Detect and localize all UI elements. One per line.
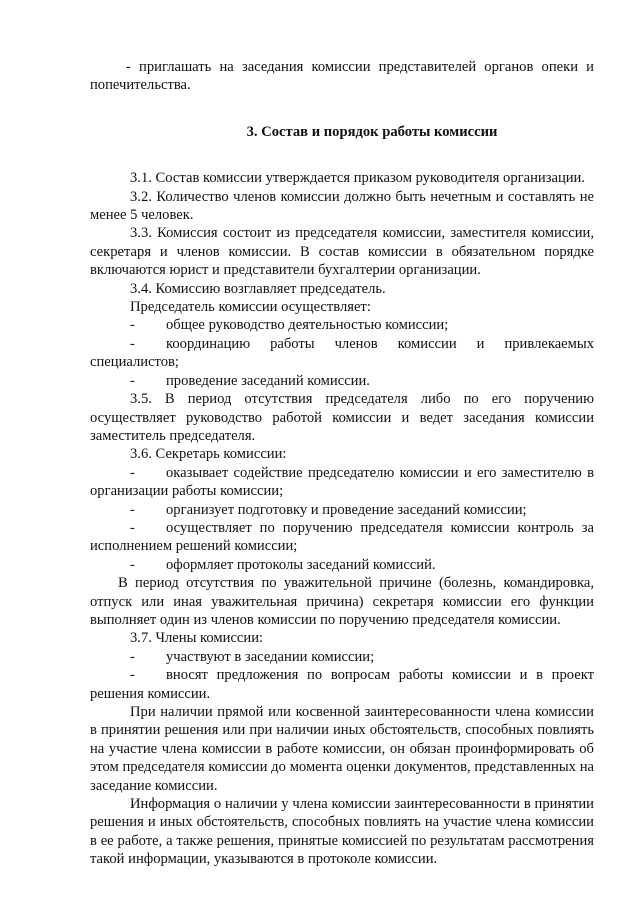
paragraph-3-3: 3.3. Комиссия состоит из председателя комиссии, заместителя комиссии, секретаря и членов комиссии. В состав комиссии в обязательном порядке включаются юрист и представители бухгалтерии организации.: [90, 225, 594, 279]
bullet-mark: -: [130, 667, 135, 684]
list-item-text: организует подготовку и проведение заседаний комиссии;: [166, 501, 527, 518]
paragraph-secretary-absence: В период отсутствия по уважительной причине (болезнь, командировка, отпуск или иная уважительная причина) секретаря комиссии его функции выполняет один из членов комиссии по поручению председателя комиссии.: [90, 575, 594, 628]
list-item-text: координацию работы членов комиссии и привлекаемых специалистов;: [90, 335, 594, 371]
bullet-mark: -: [130, 501, 135, 518]
paragraph-interest-information: Информация о наличии у члена комиссии заинтересованности в принятии решения и иных обстоятельств, способных повлиять на участие члена комиссии в ее работе, а также решения, принятые комиссией по результатам рассмотрения такой информации, указываются в протоколе комиссии.: [90, 796, 594, 868]
paragraph-3-2: 3.2. Количество членов комиссии должно быть нечетным и составлять не менее 5 человек.: [90, 188, 594, 224]
list-item-text: общее руководство деятельностью комиссии;: [166, 317, 449, 334]
paragraph-conflict-of-interest: При наличии прямой или косвенной заинтересованности члена комиссии в принятии решения или при наличии иных обстоятельств, способных повлиять на участие члена комиссии в работе комиссии, он обязан проинформировать об этом председателя комиссии до момента оценки документов, представленных на заседание комиссии.: [90, 704, 594, 794]
list-item-text: вносят предложения по вопросам работы комиссии и в проект решения комиссии.: [90, 667, 594, 702]
bullet-mark: -: [130, 464, 135, 481]
list-item: [90, 464, 594, 501]
list-item: [90, 648, 594, 666]
paragraph-3-6: 3.6. Секретарь комиссии:: [130, 446, 287, 463]
paragraph-3-7: 3.7. Члены комиссии:: [130, 630, 264, 647]
list-item-text: осуществляет по поручению председателя комиссии контроль за исполнением решений комиссии;: [90, 519, 594, 555]
list-item: [90, 556, 594, 574]
list-item: [90, 372, 594, 390]
paragraph-3-4: 3.4. Комиссию возглавляет председатель.: [130, 280, 386, 297]
paragraph-3-1: 3.1. Состав комиссии утверждается приказом руководителя организации.: [130, 170, 586, 187]
bullet-mark: -: [130, 335, 135, 352]
list-item-text: оформляет протоколы заседаний комиссий.: [166, 556, 436, 573]
list-item-text: проведение заседаний комиссии.: [166, 372, 370, 389]
bullet-mark: -: [130, 519, 135, 536]
bullet-mark: -: [130, 556, 135, 573]
paragraph-3-5: 3.5. В период отсутствия председателя либо по его поручению осуществляет руководство работой комиссии и ведет заседания комиссии заместитель председателя.: [90, 391, 594, 444]
list-item: [90, 666, 594, 703]
paragraph-chairman-duties: Председатель комиссии осуществляет:: [130, 299, 371, 316]
list-item: [90, 316, 594, 334]
list-item: [90, 335, 594, 372]
bullet-mark: -: [130, 317, 135, 334]
list-item: [90, 501, 594, 519]
list-item: [90, 519, 594, 556]
list-item-text: оказывает содействие председателю комиссии и его заместителю в организации работы комиссии;: [90, 464, 594, 500]
paragraph-guardianship: - приглашать на заседания комиссии представителей органов опеки и попечительства.: [90, 59, 594, 94]
section-heading: 3. Состав и порядок работы комиссии: [246, 123, 498, 140]
bullet-mark: -: [130, 372, 135, 389]
bullet-mark: -: [130, 648, 135, 665]
list-item-text: участвуют в заседании комиссии;: [166, 648, 375, 665]
